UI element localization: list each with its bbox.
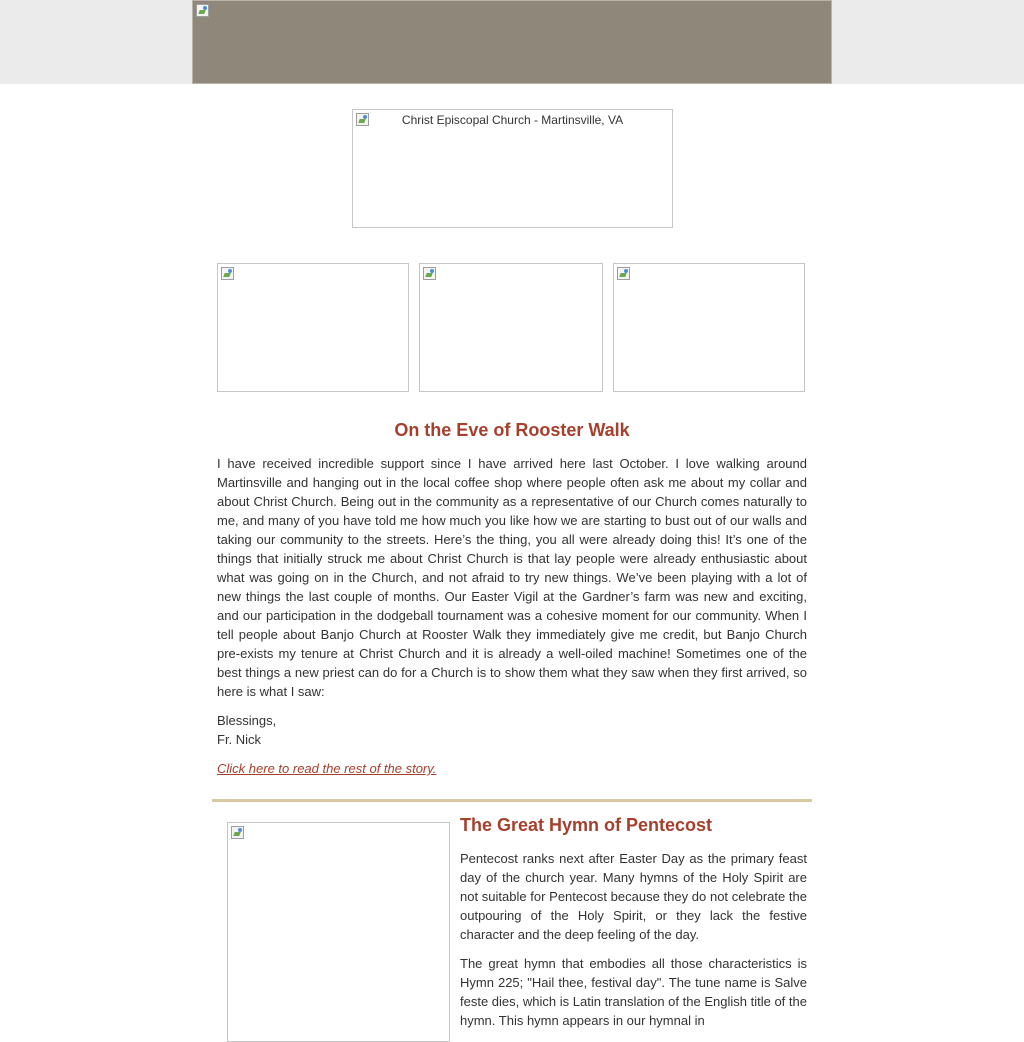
article-closing: Blessings, xyxy=(217,713,277,728)
broken-image-icon xyxy=(617,267,630,280)
feature-image-2[interactable] xyxy=(419,263,603,392)
article-signature: Fr. Nick xyxy=(217,732,262,747)
broken-image-icon xyxy=(231,826,244,839)
logo-alt-text: Christ Episcopal Church - Martinsville, VA xyxy=(401,113,624,127)
feature-image-3[interactable] xyxy=(613,263,805,392)
hymn-paragraph-1: Pentecost ranks next after Easter Day as the primary feast day of the church year. Many hymns of the Holy Spirit are not suitable for Pentecost because they do not celebrate the outpouring of the Holy Spirit, or they lack the festive character and the deep feeling of the day. xyxy=(460,851,807,942)
read-more-link[interactable]: Click here to read the rest of the story. xyxy=(217,761,437,776)
hymn-image xyxy=(227,822,450,1042)
broken-image-icon xyxy=(221,267,234,280)
church-logo-image xyxy=(352,109,673,228)
hymn-article-title: The Great Hymn of Pentecost xyxy=(460,815,713,835)
article-body: I have received incredible support since I have arrived here last October. I love walking around Martinsville and hanging out in the local coffee shop where people often ask me about my collar and about Christ Church. Being out in the community as a representative of our Church comes naturally to me, and many of you have told me how much you like how we are starting to bust out of our walls and taking our community to the streets. Here’s the thing, you all were already doing this! It’s one of the things that initially struck me about Christ Church is that lay people were already enthusiastic about what was going on in the Church, and not afraid to try new things. We’ve been playing with a lot of new things the last couple of months. Our Easter Vigil at the Gardner’s farm was new and exciting, and our participation in the dodgeball tournament was a cohesive moment for our community. When I tell people about Banjo Church at Rooster Walk they immediately give me credit, but Banjo Church pre-exists my tenure at Christ Church and it is already a well-oiled machine! Sometimes one of the best things a new priest can do for a Church is to show them what they saw when they first arrived, so here is what I saw: xyxy=(217,456,807,699)
feature-image-1[interactable] xyxy=(217,263,409,392)
header-banner-image xyxy=(192,0,832,84)
broken-image-icon xyxy=(196,4,209,17)
hymn-paragraph-2: The great hymn that embodies all those characteristics is Hymn 225; "Hail thee, festival day". The tune name is Salve feste dies, which is Latin translation of the English title of the hymn. This hymn appears in our hymnal in xyxy=(460,956,807,1028)
broken-image-icon xyxy=(423,267,436,280)
article-title: On the Eve of Rooster Walk xyxy=(394,420,630,440)
section-divider xyxy=(212,799,812,802)
